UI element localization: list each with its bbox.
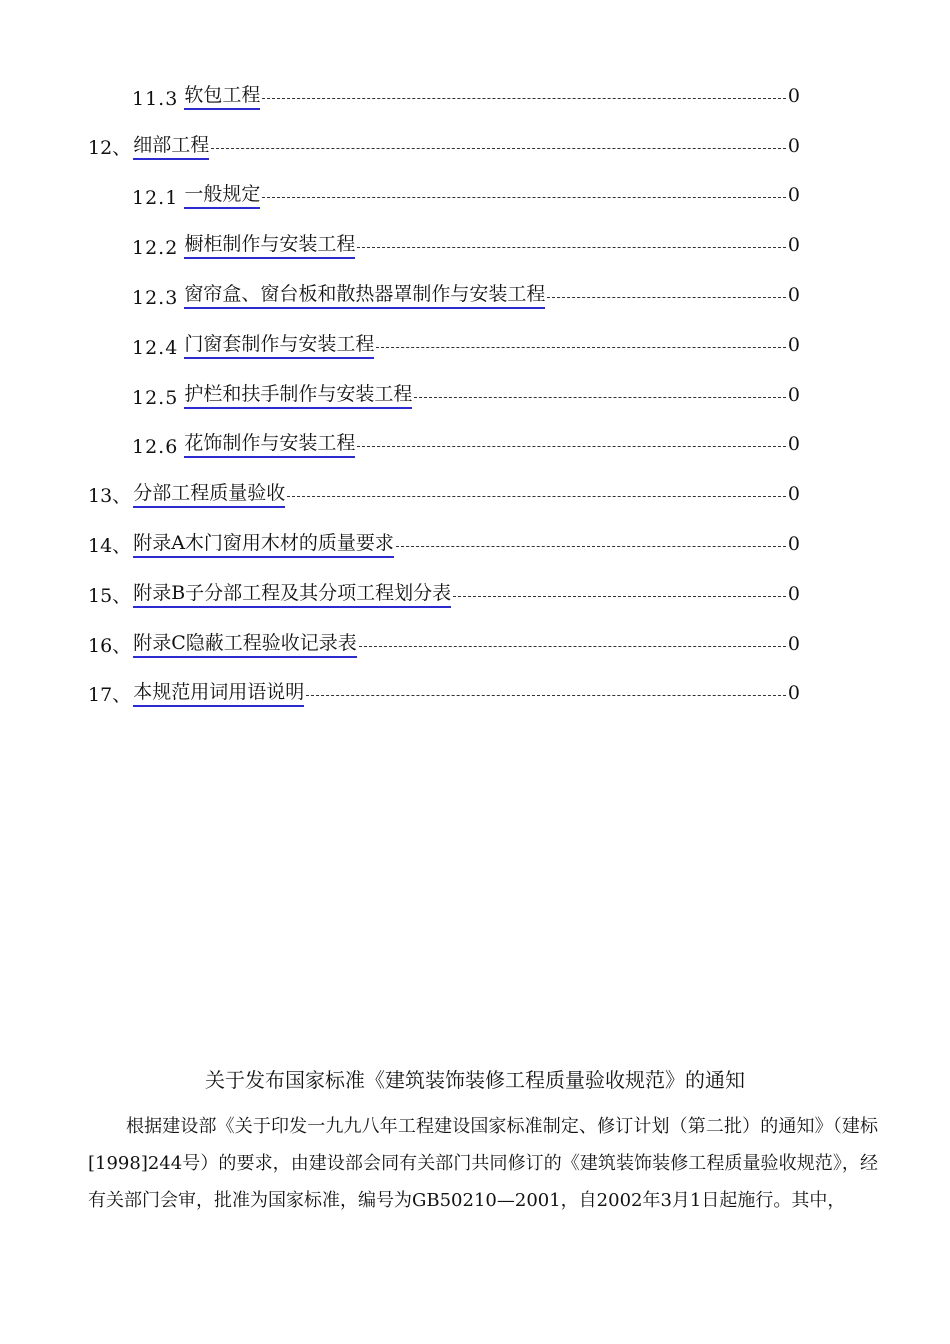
- toc-entry-link[interactable]: 分部工程质量验收: [133, 481, 285, 508]
- toc-entry[interactable]: [88, 209, 800, 259]
- toc-entry-number: 12.4: [132, 336, 179, 359]
- toc-entry[interactable]: [88, 409, 800, 459]
- toc-entry-link[interactable]: 本规范用词用语说明: [133, 680, 304, 707]
- notice-title: 关于发布国家标准《建筑装饰装修工程质量验收规范》的通知: [205, 1068, 745, 1092]
- toc-page-number: 0: [787, 682, 800, 705]
- toc-page-number: 0: [787, 333, 800, 356]
- toc-entry[interactable]: [88, 110, 800, 160]
- toc-entry-link[interactable]: 窗帘盒、窗台板和散热器罩制作与安装工程: [184, 282, 545, 309]
- toc-page-number: 0: [787, 483, 800, 506]
- toc-dot-leader: [357, 446, 786, 447]
- toc-entry-link[interactable]: 护栏和扶手制作与安装工程: [184, 382, 412, 409]
- toc-entry-number: 12、: [88, 136, 132, 159]
- notice-paragraph: 根据建设部《关于印发一九九八年工程建设国家标准制定、修订计划（第二批）的通知》（建标[1998]244号）的要求，由建设部会同有关部门共同修订的《建筑装饰装修工程质量验收规范》，经有关部门会审，批准为国家标准，编号为GB50210—2001，自2002年3月1日起施行。其中，: [88, 1116, 878, 1211]
- toc-entry-link[interactable]: 附录A木门窗用木材的质量要求: [133, 531, 394, 558]
- toc-dot-leader: [547, 297, 786, 298]
- toc-dot-leader: [306, 695, 786, 696]
- toc-page-number: 0: [787, 184, 800, 207]
- toc-dot-leader: [376, 347, 786, 348]
- toc-entry-number: 17、: [88, 684, 132, 707]
- toc-entry-link[interactable]: 软包工程: [184, 83, 260, 110]
- toc-page-number: 0: [787, 433, 800, 456]
- toc-page-number: 0: [787, 582, 800, 605]
- toc-entry[interactable]: [88, 60, 800, 110]
- toc-entry[interactable]: [88, 608, 800, 658]
- toc-entry-number: 14、: [88, 534, 132, 557]
- toc-entry-link[interactable]: 花饰制作与安装工程: [184, 431, 355, 458]
- toc-entry[interactable]: [88, 558, 800, 608]
- toc-page-number: 0: [787, 283, 800, 306]
- toc-entry[interactable]: [88, 309, 800, 359]
- toc-entry[interactable]: [88, 658, 800, 708]
- toc-entry-link[interactable]: 门窗套制作与安装工程: [184, 332, 374, 359]
- toc-page-number: 0: [787, 632, 800, 655]
- toc-page-number: 0: [787, 383, 800, 406]
- toc-entry-number: 12.3: [132, 286, 179, 309]
- toc-entry-link[interactable]: 附录B子分部工程及其分项工程划分表: [133, 581, 451, 608]
- toc-entry-number: 12.1: [132, 187, 179, 210]
- toc-page-number: 0: [787, 234, 800, 257]
- toc-dot-leader: [414, 397, 786, 398]
- toc-entry[interactable]: [88, 259, 800, 309]
- toc-dot-leader: [453, 596, 786, 597]
- toc-dot-leader: [396, 546, 786, 547]
- toc-entry[interactable]: [88, 359, 800, 409]
- toc-entry-number: 12.5: [132, 386, 179, 409]
- toc-entry-number: 12.6: [132, 436, 179, 459]
- toc-entry-link[interactable]: 一般规定: [184, 182, 260, 209]
- toc-entry[interactable]: [88, 160, 800, 210]
- toc-entry-number: 12.2: [132, 237, 179, 260]
- toc-entry-link[interactable]: 附录C隐蔽工程验收记录表: [133, 631, 357, 658]
- toc-entry-number: 15、: [88, 584, 132, 607]
- toc-dot-leader: [262, 197, 786, 198]
- table-of-contents: [88, 60, 800, 707]
- toc-entry-number: 16、: [88, 634, 132, 657]
- toc-entry[interactable]: [88, 508, 800, 558]
- toc-entry-link[interactable]: 细部工程: [133, 133, 209, 160]
- toc-dot-leader: [359, 646, 786, 647]
- toc-dot-leader: [262, 98, 786, 99]
- toc-dot-leader: [357, 247, 786, 248]
- toc-dot-leader: [287, 496, 786, 497]
- toc-entry-link[interactable]: 橱柜制作与安装工程: [184, 232, 355, 259]
- toc-page-number: 0: [787, 532, 800, 555]
- toc-entry-number: 13、: [88, 485, 132, 508]
- toc-entry-number: 11.3: [132, 87, 179, 110]
- toc-page-number: 0: [787, 134, 800, 157]
- toc-page-number: 0: [787, 84, 800, 107]
- toc-dot-leader: [211, 148, 786, 149]
- toc-entry[interactable]: [88, 458, 800, 508]
